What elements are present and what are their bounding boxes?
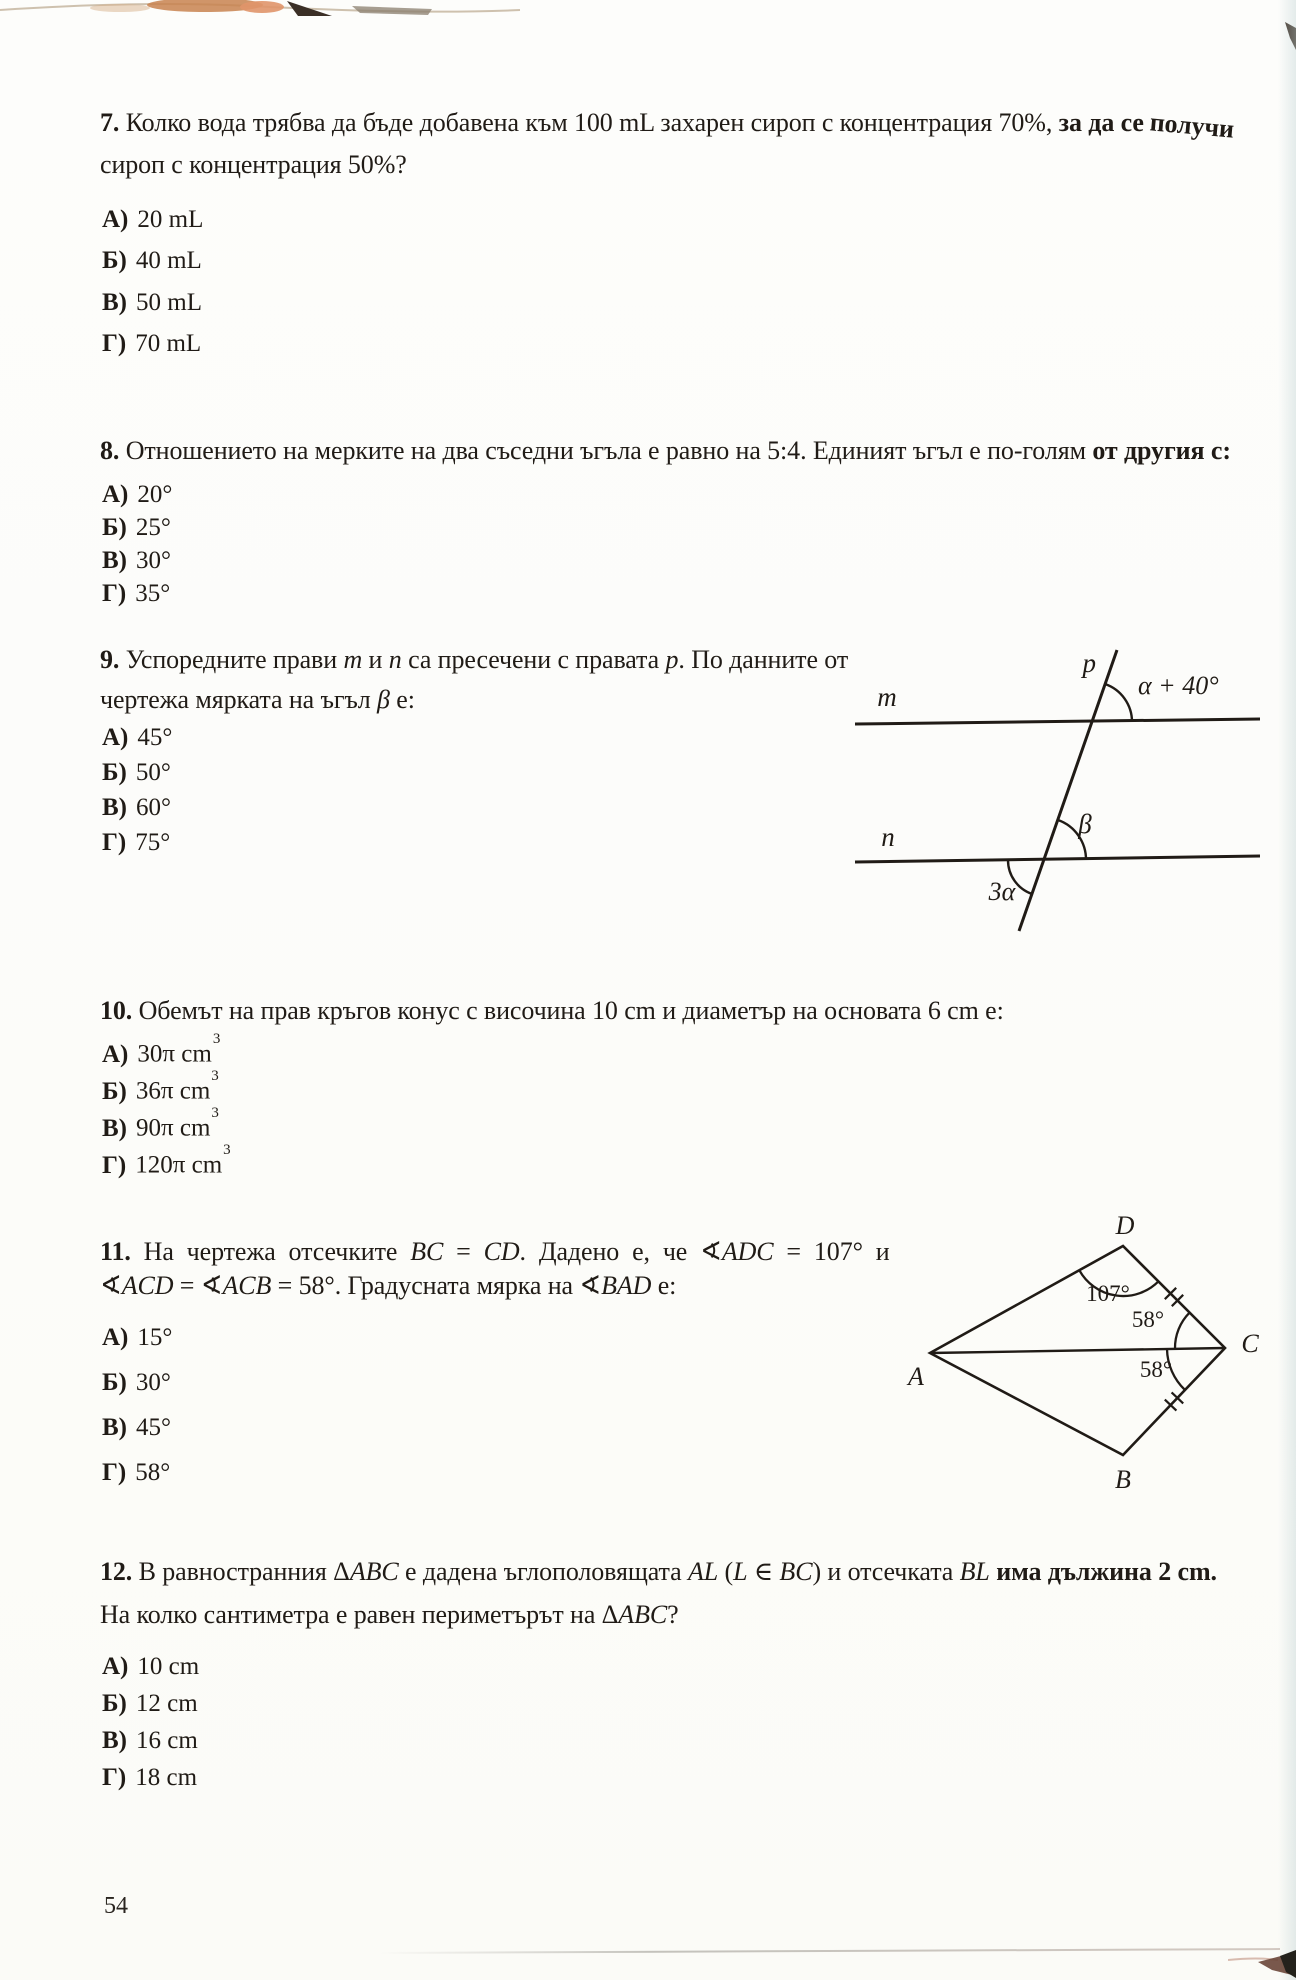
angle-3alpha-label: 3α: [988, 877, 1016, 906]
option-row: [102, 790, 172, 825]
option-value: 30°: [136, 546, 171, 574]
option-letter: В): [102, 1413, 127, 1441]
option-letter: В): [102, 1726, 127, 1754]
option-letter: А): [102, 480, 129, 508]
question-8-options: [102, 478, 172, 610]
option-letter: Б): [102, 1689, 127, 1717]
option-value: 30π $cm^3$: [137, 1031, 221, 1068]
line-m-label: m: [877, 682, 897, 712]
scan-smudge-top-left: [0, 0, 540, 26]
option-row: [102, 1648, 199, 1685]
question-7-text-line-1: 7. Колко вода трябва да бъде добавена към 100 mL захарен сироп с концентрация 70%, за да се получи: [100, 107, 1236, 144]
line-n-label: n: [881, 822, 895, 852]
option-value: 45°: [137, 723, 173, 751]
option-letter: Б): [102, 1077, 127, 1105]
question-12-text-line-1: 12. В равностранния ΔABC е дадена ъглополовящата AL (L ∈ BC) и отсечката BL има дължина 2 cm.: [100, 1557, 1217, 1586]
quadrilateral-abcd-diagram: [880, 1190, 1296, 1500]
option-value: 36π $cm^3$: [135, 1068, 219, 1105]
question-12-options: [102, 1648, 199, 1796]
question-11-text-line-2: ∢ACD = ∢ACB = 58°. Градусната мярка на ∢BAD е:: [100, 1271, 677, 1300]
option-row: [102, 1315, 172, 1360]
vertex-d-label: D: [1115, 1211, 1135, 1240]
question-9-options: [102, 720, 172, 860]
option-value: 20 mL: [137, 205, 204, 233]
angle-dca-value: 58°: [1131, 1307, 1165, 1332]
option-row: [102, 478, 172, 511]
line-n: [855, 856, 1260, 862]
option-letter: В): [102, 793, 127, 821]
angle-acb-value: 58°: [1139, 1357, 1173, 1382]
question-9-text-line-1: 9. Успоредните прави m и n са пресечени с правата p. По данните от: [100, 645, 849, 674]
transversal-p-label: p: [1082, 648, 1096, 678]
option-value: 50°: [135, 758, 171, 786]
question-12-text-line-2: На колко сантиметра е равен периметърът на ΔABC?: [100, 1600, 679, 1629]
question-7-options: [102, 199, 203, 365]
option-value: 35°: [135, 579, 171, 607]
option-row: [102, 241, 203, 283]
option-letter: Г): [102, 330, 127, 358]
transversal-p: [1019, 650, 1117, 931]
option-value: 15°: [137, 1323, 173, 1351]
option-letter: В): [102, 546, 127, 574]
scan-shadow-bottom: [380, 1948, 1280, 1954]
option-row: [102, 1105, 231, 1147]
option-row: [102, 1685, 199, 1722]
option-value: 90π $cm^3$: [136, 1105, 219, 1142]
vertex-b-label: B: [1115, 1465, 1131, 1494]
option-letter: В): [102, 288, 127, 316]
option-row: [102, 1759, 199, 1796]
option-value: 120π $cm^3$: [135, 1142, 231, 1179]
option-value: 18 cm: [135, 1763, 198, 1791]
parallel-lines-diagram: [820, 630, 1290, 960]
option-row: [102, 825, 172, 860]
option-value: 70 mL: [135, 330, 202, 358]
option-letter: Г): [102, 1458, 127, 1486]
option-value: 50 mL: [136, 288, 202, 316]
option-value: 60°: [136, 793, 171, 821]
option-row: [102, 1360, 172, 1405]
option-letter: Б): [102, 513, 127, 541]
question-8-text-line-1: 8. Отношението на мерките на два съседни ъгъла е равно на 5:4. Единият ъгъл е по-голям от другия с:: [100, 436, 1231, 465]
option-letter: Б): [102, 758, 127, 786]
diagonal-ac: [930, 1348, 1225, 1353]
question-10-options: [102, 1031, 231, 1184]
option-letter: А): [102, 1040, 129, 1068]
option-letter: Г): [102, 828, 127, 856]
vertex-c-label: C: [1241, 1329, 1259, 1358]
option-row: [102, 755, 172, 790]
option-value: 16 cm: [136, 1726, 198, 1754]
question-11-options: [102, 1315, 172, 1495]
line-m: [855, 719, 1260, 724]
option-row: [102, 511, 172, 544]
option-letter: Г): [102, 1763, 127, 1791]
option-row: [102, 577, 172, 610]
option-value: 75°: [135, 828, 171, 856]
option-row: [102, 1450, 172, 1495]
option-value: 12 cm: [135, 1689, 198, 1717]
scan-edge-shadow-right: [1278, 0, 1296, 1980]
question-9-text-line-2: чертежа мярката на ъгъл β е:: [100, 685, 415, 714]
question-10-text-line-1: 10. Обемът на прав кръгов конус с височина 10 cm и диаметър на основата 6 cm е:: [100, 996, 1004, 1025]
option-letter: А): [102, 1323, 129, 1351]
option-letter: Б): [102, 1368, 127, 1396]
option-letter: А): [102, 723, 129, 751]
option-row: [102, 1405, 172, 1450]
option-value: 25°: [135, 513, 171, 541]
angle-arc-dca: [1175, 1313, 1190, 1349]
option-row: [102, 1142, 231, 1184]
option-letter: Г): [102, 1151, 127, 1179]
option-letter: В): [102, 1114, 127, 1142]
option-value: 45°: [136, 1413, 171, 1441]
angle-d-value: 107°: [1086, 1281, 1130, 1306]
page-number: 54: [104, 1893, 128, 1919]
angle-arc-alpha40: [1105, 684, 1132, 722]
option-value: 10 cm: [137, 1652, 200, 1680]
option-letter: Б): [102, 247, 127, 275]
option-value: 40 mL: [135, 247, 202, 275]
option-value: 20°: [137, 480, 173, 508]
option-letter: А): [102, 205, 129, 233]
option-row: [102, 282, 203, 324]
option-value: 58°: [135, 1458, 171, 1486]
option-letter: А): [102, 1652, 129, 1680]
option-value: 30°: [135, 1368, 171, 1396]
option-row: [102, 720, 172, 755]
question-11-text-line-1: 11. На чертежа отсечките BC = CD. Дадено е, че ∢ADC = 107° и: [100, 1237, 890, 1266]
option-row: [102, 1722, 199, 1759]
option-row: [102, 324, 203, 366]
option-row: [102, 199, 203, 241]
angle-alpha40-label: α + 40°: [1138, 671, 1219, 700]
vertex-a-label: A: [908, 1362, 924, 1391]
option-row: [102, 544, 172, 577]
angle-beta-label: β: [1078, 809, 1092, 839]
option-letter: Г): [102, 579, 127, 607]
question-7-text-line-2: сироп с концентрация 50%?: [100, 150, 407, 179]
scan-smudge-bottom-right: [1228, 1946, 1296, 1980]
